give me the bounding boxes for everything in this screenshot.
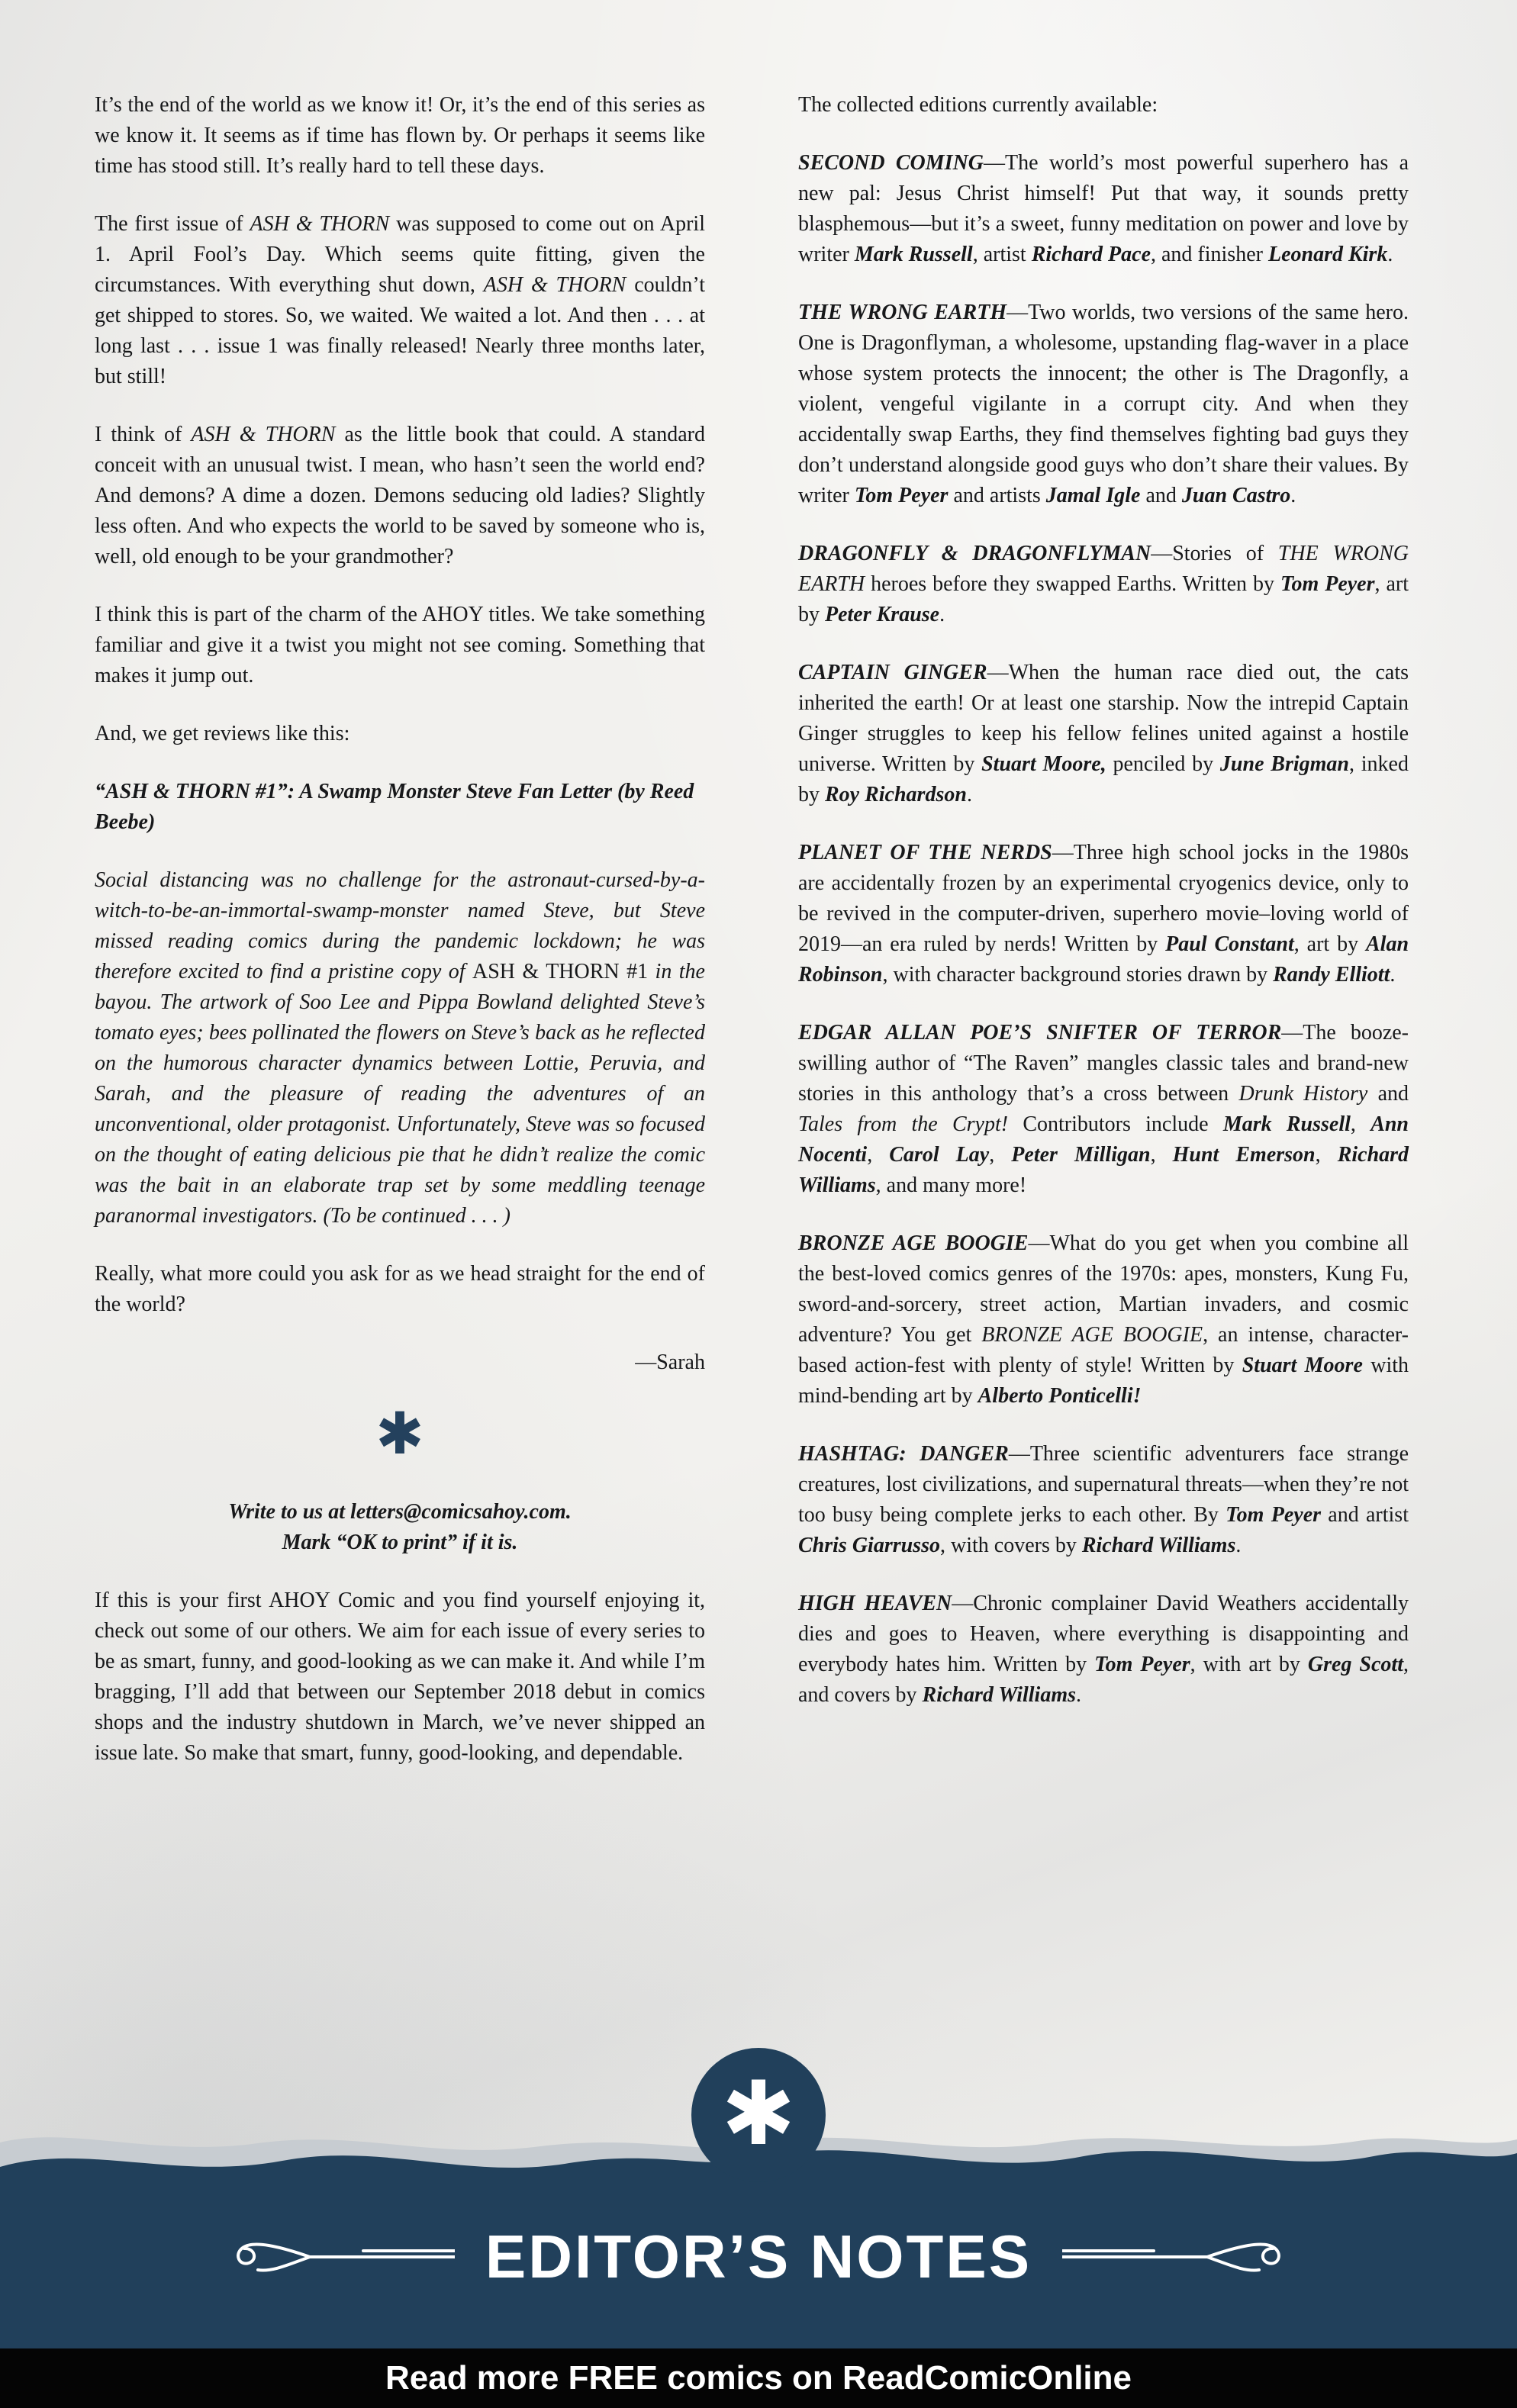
text-run: . — [1076, 1683, 1082, 1707]
text-run: HIGH HEAVEN — [798, 1592, 952, 1615]
text-run: The collected editions currently available: — [798, 93, 1158, 117]
entry-second-coming — [798, 148, 1409, 270]
text-run: It’s the end of the world as we know it! Or, it’s the end of this series as we know it. It seems as if time has flown by. Or perhaps it seems like time has stood still. It’s really hard to tell these days. — [95, 93, 705, 178]
text-run: Really, what more could you ask for as we head straight for the end of the world? — [95, 1262, 705, 1316]
text-run: . — [966, 783, 972, 806]
collected-editions-lead-in — [798, 90, 1409, 121]
text-run: —What do you get when you combine all the best-loved comics genres of the 1970s: apes, monsters, Kung Fu, sword-and-sorcery, street action, Martian invaders, and cosmic adventure? You get — [798, 1231, 1409, 1347]
entry-hashtag-danger — [798, 1439, 1409, 1561]
text-run: . — [1390, 963, 1396, 987]
text-run: —When the human race died out, the cats inherited the earth! Or at least one starship. Now the intrepid Captain Ginger struggles to keep his fellow felines united against a hostile universe. Written by — [798, 661, 1409, 776]
text-run: Stuart Moore — [1242, 1354, 1363, 1377]
text-run: . — [939, 603, 945, 626]
text-run: , with art by — [1190, 1653, 1308, 1676]
text-run: Alan Robinson — [798, 932, 1409, 987]
text-run: , inked by — [798, 752, 1409, 806]
text-run: Richard Williams — [798, 1143, 1409, 1197]
little-book-paragraph — [95, 420, 705, 572]
text-run: , and covers by — [798, 1653, 1409, 1707]
text-run: Tom Peyer — [1094, 1653, 1190, 1676]
text-run: —Sarah — [635, 1350, 705, 1374]
text-run: , and many more! — [875, 1173, 1027, 1197]
text-run: , — [1350, 1112, 1371, 1136]
text-run: DRAGONFLY & DRAGONFLYMAN — [798, 542, 1151, 565]
footer-bar — [0, 2348, 1517, 2408]
text-run: with mind-bending art by — [798, 1354, 1409, 1408]
text-run: SECOND COMING — [798, 151, 984, 175]
text-run: Richard Williams — [1081, 1534, 1236, 1557]
text-run: . — [1235, 1534, 1242, 1557]
review-body — [95, 865, 705, 1231]
text-run: Paul Constant — [1165, 932, 1294, 956]
text-run: Hunt Emerson — [1172, 1143, 1316, 1167]
text-run: , with character background stories drawn by — [882, 963, 1274, 987]
text-run: ASH & THORN — [191, 423, 336, 446]
text-run: Richard Pace — [1031, 243, 1151, 266]
entry-snifter-of-terror — [798, 1018, 1409, 1201]
review-heading — [95, 777, 705, 838]
text-run: in the bayou. The artwork of Soo Lee and Pippa Bowland delighted Steve’s tomato eyes; bees pollinated the flowers on Steve’s back as he reflected on the humorous character dynamics between Lottie, Peruvia, and Sarah, and the pleasure of reading the adventures of an unconventional, older protagonist. Unfortunately, Steve was so focused on the thought of eating delicious pie that he didn’t realize the comic was the bait in an elaborate trap set by some meddling teenage paranormal investigators. (To be continued . . . ) — [95, 960, 705, 1228]
editor-signature — [95, 1347, 705, 1378]
text-run: Social distancing was no challenge for the astronaut-cursed-by-a-witch-to-be-an-immortal-swamp-monster named Steve, but Steve missed reading comics during the pandemic lockdown; he was therefore excited to find a pristine copy of — [95, 868, 705, 983]
text-run: BRONZE AGE BOOGIE — [798, 1231, 1029, 1255]
text-run: —The world’s most powerful superhero has a new pal: Jesus Christ himself! Put that way, it sounds pretty blasphemous—but it’s a sweet, funny meditation on power and love by writer — [798, 151, 1409, 266]
text-run: ASH & THORN #1 — [472, 960, 649, 983]
text-run: Mark “OK to print” if it is. — [282, 1531, 518, 1554]
text-run: Tom Peyer — [1280, 572, 1375, 596]
text-run: and artist — [1321, 1503, 1409, 1527]
text-run: , and finisher — [1151, 243, 1268, 266]
text-run: ASH & THORN — [250, 212, 390, 236]
text-run: , artist — [972, 243, 1032, 266]
text-run: Juan Castro — [1181, 484, 1291, 507]
text-run: —Chronic complainer David Weathers accidentally dies and goes to Heaven, where everything is disappointing and everybody hates him. Written by — [798, 1592, 1409, 1676]
text-run: —Three high school jocks in the 1980s are accidentally frozen by an experimental cryogenics device, only to be revived in the computer-driven, superhero movie–loving world of 2019—an era ruled by nerds! Written by — [798, 841, 1409, 956]
text-run: THE WRONG EARTH — [798, 542, 1409, 596]
text-run: Drunk History — [1238, 1082, 1368, 1106]
text-run: —Three scientific adventurers face strange creatures, lost civilizations, and supernatural threats—when they’re not too busy being complete jerks to each other. By — [798, 1442, 1409, 1527]
text-run: —The booze-swilling author of “The Raven” mangles classic tales and brand-new stories in this anthology that’s a cross between — [798, 1021, 1409, 1106]
charm-paragraph — [95, 600, 705, 691]
banner-title-row — [0, 2222, 1517, 2292]
text-run: PLANET OF THE NERDS — [798, 841, 1052, 864]
text-run: Tom Peyer — [854, 484, 949, 507]
text-run: If this is your first AHOY Comic and you find yourself enjoying it, check out some of our others. We aim for each issue of every series to be as smart, funny, and good-looking as we can make it. And while I’m bragging, I’ll add that between our September 2018 debut in comics shops and the industry shutdown in March, we’ve never shipped an issue late. So make that smart, funny, good-looking, and dependable. — [95, 1589, 705, 1765]
text-run: and — [1367, 1082, 1409, 1106]
text-run: Jamal Igle — [1045, 484, 1141, 507]
entry-high-heaven — [798, 1589, 1409, 1711]
text-run: , — [1150, 1143, 1173, 1167]
text-run: HASHTAG: DANGER — [798, 1442, 1009, 1466]
text-run: I think this is part of the charm of the AHOY titles. We take something familiar and give it a twist you might not see coming. Something that makes it jump out. — [95, 603, 705, 687]
text-run: and — [1140, 484, 1182, 507]
text-run: Randy Elliott — [1273, 963, 1390, 987]
text-run: ASH & THORN — [483, 273, 626, 297]
text-run: —Two worlds, two versions of the same hero. One is Dragonflyman, a wholesome, upstanding flag-waver in a place whose system protects the innocent; the other is The Dragonfly, a violent, vengeful vigilante in a corrupt city. And when they accidentally swap Earths, they find themselves fighting bad guys they don’t understand alongside good guys who don’t share their values. By writer — [798, 301, 1409, 507]
flourish-right-icon — [1062, 2233, 1291, 2281]
flourish-left-icon — [226, 2233, 455, 2281]
asterisk-divider-icon — [95, 1402, 705, 1466]
text-run: Stuart Moore, — [981, 752, 1106, 776]
text-run: , — [1315, 1143, 1338, 1167]
editors-notes-banner — [0, 2028, 1517, 2348]
entry-planet-of-the-nerds — [798, 838, 1409, 990]
text-run: was supposed to come out on April 1. April Fool’s Day. Which seems quite fitting, given the circumstances. With everything shut down, — [95, 212, 705, 297]
text-run: Peter Krause — [825, 603, 940, 626]
text-run: Leonard Kirk — [1267, 243, 1388, 266]
text-run: Mark Russell — [1222, 1112, 1351, 1136]
text-run: —Stories of — [1151, 542, 1278, 565]
closing-question — [95, 1259, 705, 1320]
text-run: Ann Nocenti — [798, 1112, 1409, 1167]
text-run: , an intense, character-based action-fest with plenty of style! Written by — [798, 1323, 1409, 1377]
right-text-column — [798, 90, 1409, 1711]
text-run: Contributors include — [1008, 1112, 1223, 1136]
text-run: Chris Giarrusso — [798, 1534, 940, 1557]
text-run: “ASH & THORN #1”: A Swamp Monster Steve Fan Letter (by Reed Beebe) — [95, 780, 694, 834]
text-run: Tales from the Crypt! — [798, 1112, 1009, 1136]
entry-captain-ginger — [798, 658, 1409, 810]
text-run: The first issue of — [95, 212, 250, 236]
text-run: And, we get reviews like this: — [95, 722, 350, 745]
editors-notes-title: EDITOR’S NOTES — [485, 2223, 1032, 2290]
write-to-us-note — [95, 1497, 705, 1558]
left-text-column — [95, 90, 705, 1769]
asterisk-circle-icon: ✱ — [691, 2048, 826, 2182]
text-run: penciled by — [1106, 752, 1220, 776]
text-run: heroes before they swapped Earths. Written by — [865, 572, 1280, 596]
text-run: , — [989, 1143, 1012, 1167]
text-run: , art by — [798, 572, 1409, 626]
text-run: , with covers by — [939, 1534, 1082, 1557]
text-run: June Brigman — [1219, 752, 1349, 776]
text-run: as the little book that could. A standard conceit with an unusual twist. I mean, who hasn’t seen the world end? And demons? A dime a dozen. Demons seducing old ladies? Slightly less often. And who expects the world to be saved by someone who is, well, old enough to be your grandmother? — [95, 423, 705, 568]
entry-the-wrong-earth — [798, 298, 1409, 511]
text-run: , — [867, 1143, 890, 1167]
text-run: Alberto Ponticelli! — [978, 1384, 1142, 1408]
text-run: . — [1290, 484, 1296, 507]
text-run: CAPTAIN GINGER — [798, 661, 987, 684]
text-run: couldn’t get shipped to stores. So, we waited. We waited a lot. And then . . . at long last . . . issue 1 was finally released! Nearly three months later, but still! — [95, 273, 705, 388]
intro-paragraph — [95, 90, 705, 182]
text-run: Write to us at letters@comicsahoy.com. — [228, 1500, 572, 1524]
text-run: Peter Milligan — [1011, 1143, 1151, 1167]
text-run: Roy Richardson — [825, 783, 967, 806]
text-run: Greg Scott — [1307, 1653, 1403, 1676]
entry-bronze-age-boogie — [798, 1228, 1409, 1412]
text-run: EDGAR ALLAN POE’S SNIFTER OF TERROR — [798, 1021, 1282, 1045]
footer-link[interactable]: Read more FREE comics on ReadComicOnline — [385, 2359, 1132, 2397]
text-run: BRONZE AGE BOOGIE — [981, 1323, 1203, 1347]
text-run: ✱ — [375, 1402, 424, 1466]
text-run: Richard Williams — [922, 1683, 1077, 1707]
text-run: and artists — [948, 484, 1046, 507]
text-run: , art by — [1293, 932, 1366, 956]
first-ahoy-paragraph — [95, 1585, 705, 1769]
text-run: I think of — [95, 423, 192, 446]
text-run: Tom Peyer — [1226, 1503, 1322, 1527]
reviews-lead-in — [95, 719, 705, 749]
text-run: . — [1387, 243, 1393, 266]
first-issue-paragraph — [95, 209, 705, 392]
text-run: Mark Russell — [854, 243, 973, 266]
text-run: Carol Lay — [889, 1143, 990, 1167]
text-run: THE WRONG EARTH — [798, 301, 1007, 324]
entry-dragonfly-dragonflyman — [798, 539, 1409, 630]
